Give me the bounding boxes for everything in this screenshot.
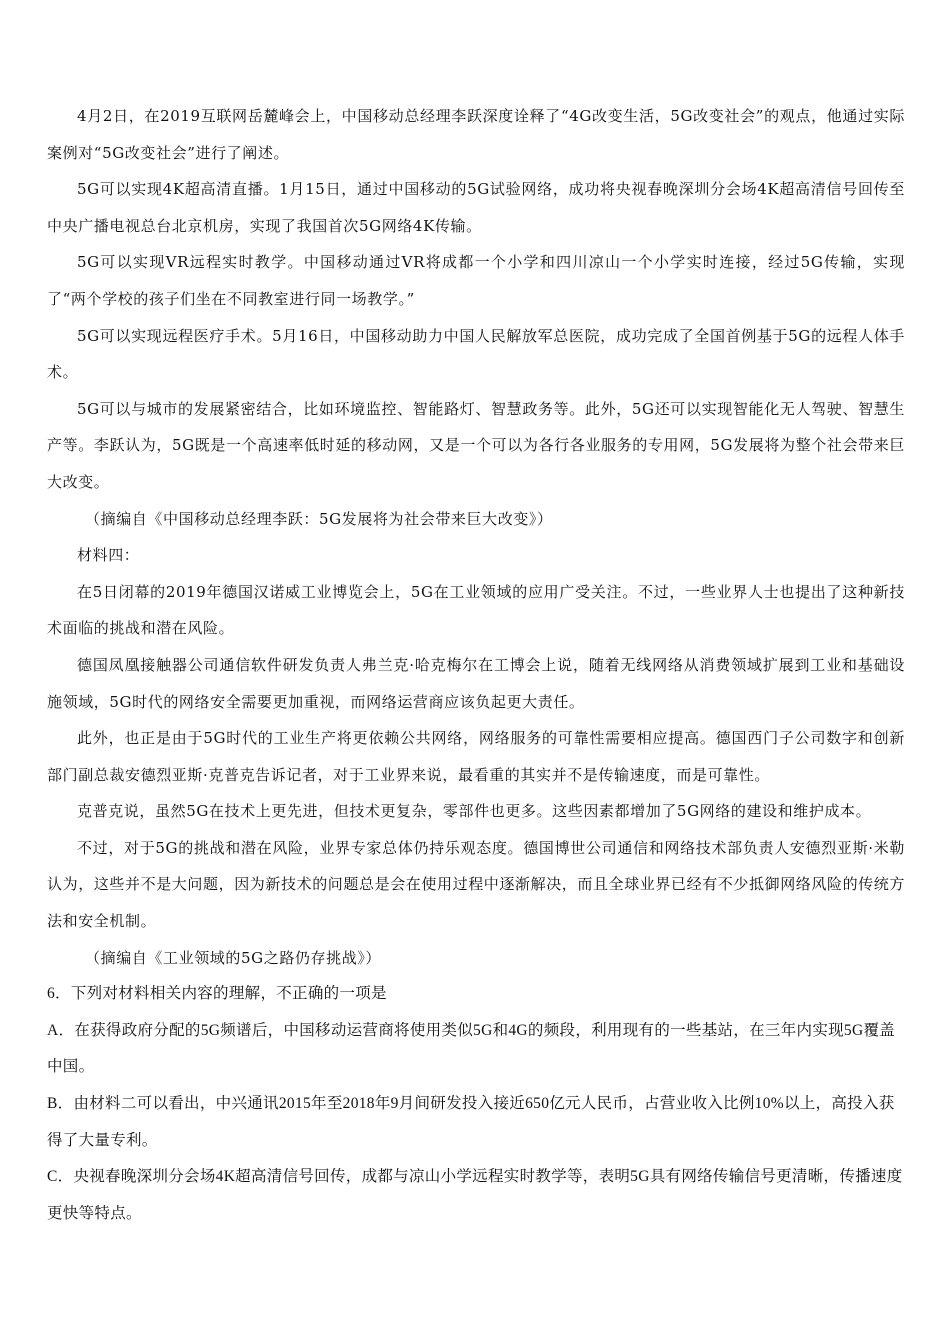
paragraph: 5G可以与城市的发展紧密结合，比如环境监控、智能路灯、智慧政务等。此外，5G还可以实现智能化无人驾驶、智慧生产等。李跃认为，5G既是一个高速率低时延的移动网，又是一个可以为各行各业服务的专用网，5G发展将为整个社会带来巨大改变。 <box>47 399 905 491</box>
document-page <box>47 98 905 1232</box>
paragraph: 克普克说，虽然5G在技术上更先进，但技术更复杂，零部件也更多。这些因素都增加了5G网络的建设和维护成本。 <box>77 802 872 821</box>
paragraph: 5G可以实现4K超高清直播。1月15日，通过中国移动的5G试验网络，成功将央视春晚深圳分会场4K超高清信号回传至中央广播电视总台北京机房，实现了我国首次5G网络4K传输。 <box>47 180 905 235</box>
paragraph: 德国凤凰接触器公司通信软件研发负责人弗兰克·哈克梅尔在工博会上说，随着无线网络从消费领域扩展到工业和基础设施领域，5G时代的网络安全需要更加重视，而网络运营商应该负起更大责任。 <box>47 655 905 711</box>
paragraph: 5G可以实现远程医疗手术。5月16日，中国移动助力中国人民解放军总医院，成功完成了全国首例基于5G的远程人体手术。 <box>47 326 905 382</box>
source-citation: （摘编自《工业领域的5G之路仍存挑战》） <box>85 948 382 967</box>
question-stem: 6．下列对材料相关内容的理解，不正确的一项是 <box>47 985 387 1003</box>
option-c: C．央视春晚深圳分会场4K超高清信号回传，成都与凉山小学远程实时教学等，表明5G具有网络传输信号更清晰，传播速度更快等特点。 <box>47 1168 903 1222</box>
source-citation: （摘编自《中国移动总经理李跃：5G发展将为社会带来巨大改变》） <box>85 509 553 528</box>
paragraph: 此外，也正是由于5G时代的工业生产将更依赖公共网络，网络服务的可靠性需要相应提高。德国西门子公司数字和创新部门副总裁安德烈亚斯·克普克告诉记者，对于工业界来说，最看重的其实并不是传输速度，而是可靠性。 <box>47 729 905 784</box>
paragraph: 4月2日，在2019互联网岳麓峰会上，中国移动总经理李跃深度诠释了“4G改变生活，5G改变社会”的观点，他通过实际案例对“5G改变社会”进行了阐述。 <box>47 107 905 162</box>
section-heading: 材料四： <box>77 546 140 565</box>
option-b: B．由材料二可以看出，中兴通讯2015年至2018年9月间研发投入接近650亿元人民币，占营业收入比例10%以上，高投入获得了大量专利。 <box>47 1095 895 1149</box>
paragraph: 不过，对于5G的挑战和潜在风险，业界专家总体仍持乐观态度。德国博世公司通信和网络技术部负责人安德烈亚斯·米勒认为，这些并不是大问题，因为新技术的问题总是会在使用过程中逐渐解决，而且全球业界已经有不少抵御网络风险的传统方法和安全机制。 <box>47 838 906 931</box>
paragraph: 在5日闭幕的2019年德国汉诺威工业博览会上，5G在工业领域的应用广受关注。不过，一些业界人士也提出了这种新技术面临的挑战和潜在风险。 <box>47 582 905 638</box>
paragraph: 5G可以实现VR远程实时教学。中国移动通过VR将成都一个小学和四川凉山一个小学实时连接，经过5G传输，实现了“两个学校的孩子们坐在不同教室进行同一场教学。” <box>47 253 905 308</box>
option-a: A．在获得政府分配的5G频谱后，中国移动运营商将使用类似5G和4G的频段，利用现有的一些基站，在三年内实现5G覆盖中国。 <box>47 1021 896 1076</box>
